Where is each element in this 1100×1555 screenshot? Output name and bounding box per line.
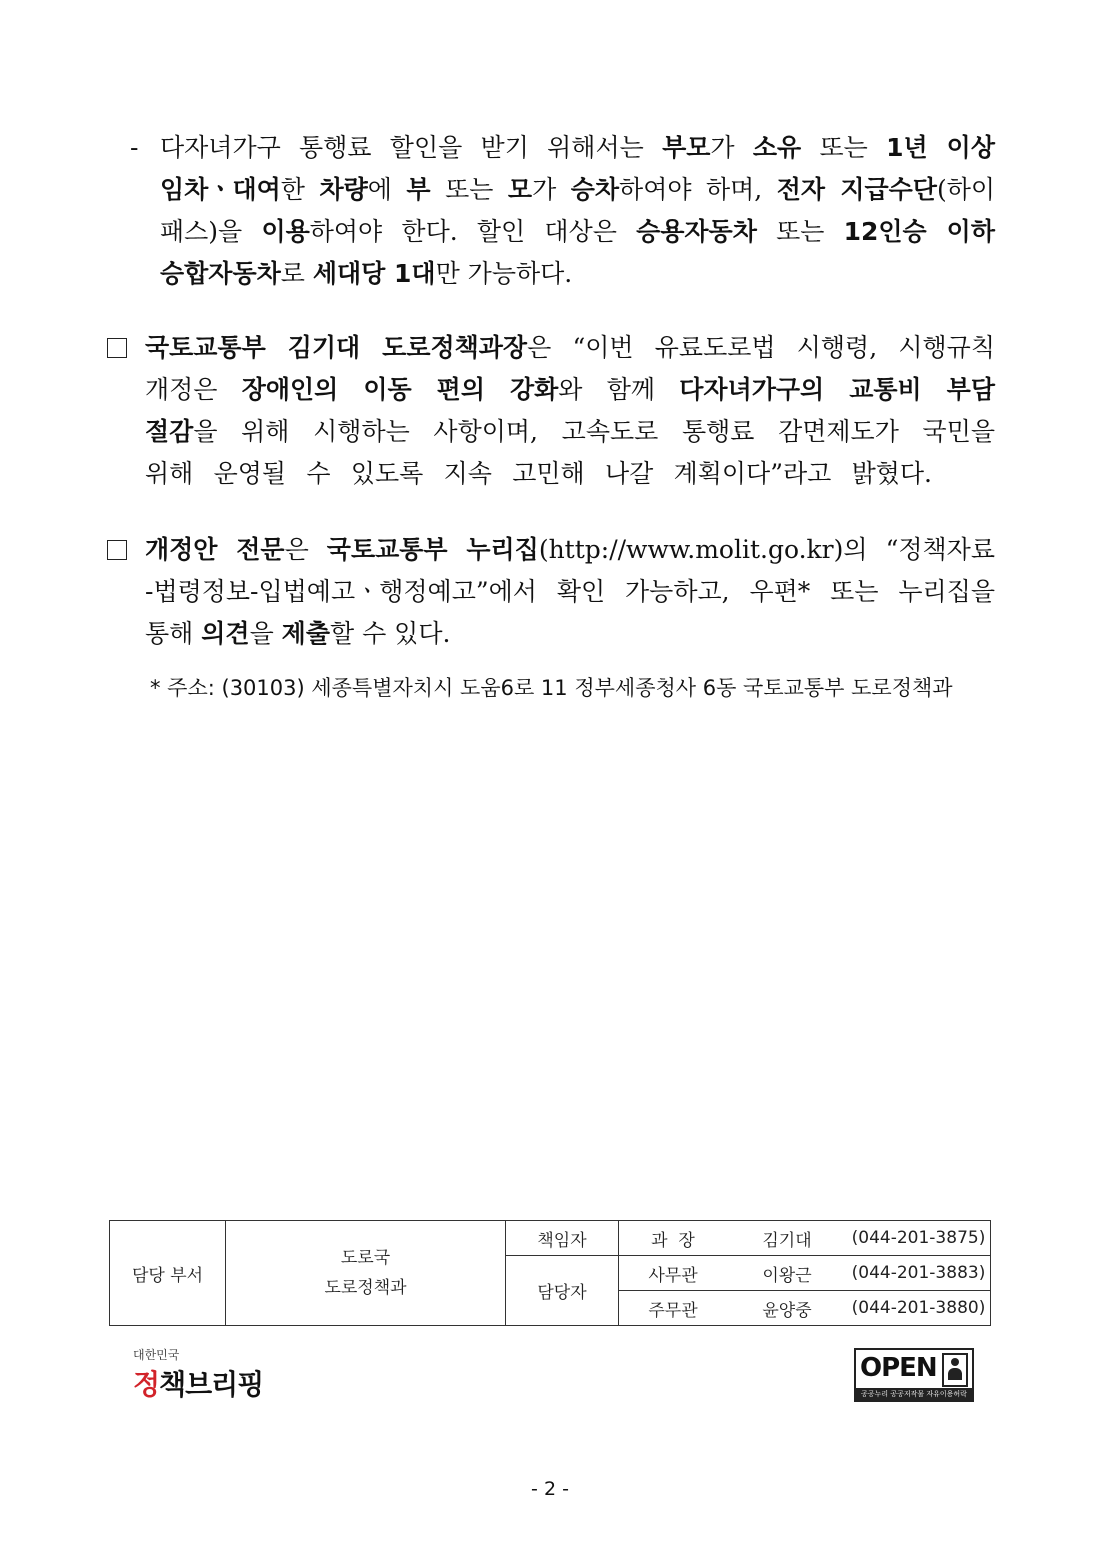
logo-wordmark-rest: 책브리핑 bbox=[159, 1368, 264, 1401]
person-name: 이왕근 bbox=[762, 1265, 812, 1286]
emphasized-text: 전자 지급수단 bbox=[776, 175, 937, 204]
role-charge: 담당자 bbox=[506, 1256, 619, 1326]
para1-line-4: 승합자동차로 세대당 1대만 가능하다. bbox=[160, 259, 573, 288]
emphasized-text: 12인승 이하 bbox=[843, 217, 995, 246]
dash-marker: - bbox=[130, 133, 139, 162]
para1-line-1: 다자녀가구 통행료 할인을 받기 위해서는 부모가 소유 또는 1년 이상 bbox=[160, 133, 995, 162]
emphasized-text: 승합자동차 bbox=[160, 259, 281, 288]
emphasized-text: 제출 bbox=[281, 619, 330, 648]
contact-person-rows bbox=[619, 1256, 991, 1326]
policy-briefing-logo bbox=[133, 1346, 263, 1403]
checkbox-square-icon bbox=[107, 540, 127, 560]
emphasized-text: 부 bbox=[406, 175, 431, 204]
para3-line-2: -법령정보-입법예고ㆍ행정예고”에서 확인 가능하고, 우편* 또는 누리집을 bbox=[145, 577, 995, 606]
dept-bureau: 도로국 bbox=[340, 1248, 391, 1268]
emphasized-text: 다자녀가구의 교통비 부담 bbox=[679, 375, 995, 404]
dept-label: 담당 부서 bbox=[110, 1221, 226, 1326]
person-position: 주무관 bbox=[648, 1300, 698, 1321]
emphasized-text: 장애인의 이동 편의 강화 bbox=[241, 375, 559, 404]
logo-wordmark-red: 정 bbox=[133, 1368, 160, 1401]
checkbox-square-icon bbox=[107, 338, 127, 358]
logo-country-label: 대한민국 bbox=[133, 1348, 180, 1362]
para1-line-2: 임차ㆍ대여한 차량에 부 또는 모가 승차하여야 하며, 전자 지급수단(하이 bbox=[160, 175, 995, 204]
para2-line-3: 절감을 위해 시행하는 사항이며, 고속도로 통행료 감면제도가 국민을 bbox=[145, 417, 995, 446]
person-name: 윤양중 bbox=[762, 1300, 812, 1321]
person-name: 김기대 bbox=[762, 1230, 812, 1251]
emphasized-text: 이용 bbox=[261, 217, 310, 246]
open-label: OPEN bbox=[860, 1353, 937, 1383]
kogl-open-logo bbox=[854, 1348, 974, 1402]
kogl-label: 공공누리 공공저작물 자유이용허락 bbox=[856, 1388, 972, 1400]
page-number: - 2 - bbox=[531, 1478, 569, 1500]
para2-line-2: 개정은 장애인의 이동 편의 강화와 함께 다자녀가구의 교통비 부담 bbox=[145, 375, 995, 404]
emphasized-text: 절감 bbox=[145, 417, 194, 446]
logo-wordmark bbox=[133, 1363, 263, 1403]
footnote-address: * 주소: (30103) 세종특별자치시 도움6로 11 정부세종청사 6동 국토교통부 도로정책과 bbox=[150, 676, 953, 700]
para3-line-3: 통해 의견을 제출할 수 있다. bbox=[145, 619, 451, 648]
person-position: 사무관 bbox=[648, 1265, 698, 1286]
emphasized-text: 승차 bbox=[570, 175, 620, 204]
emphasized-text: 1년 이상 bbox=[886, 133, 995, 162]
para3-line-1: 개정안 전문은 국토교통부 누리집(http://www.molit.go.kr)의 “정책자료 bbox=[145, 535, 995, 564]
role-responsible: 책임자 bbox=[506, 1221, 619, 1256]
emphasized-text: 개정안 전문 bbox=[145, 535, 285, 564]
emphasized-text: 의견 bbox=[201, 619, 250, 648]
para1-line-3: 패스)을 이용하여야 한다. 할인 대상은 승용자동차 또는 12인승 이하 bbox=[160, 217, 995, 246]
person-phone: (044-201-3883) bbox=[851, 1263, 986, 1283]
person-position: 과 장 bbox=[651, 1230, 695, 1251]
emphasized-text: 임차ㆍ대여 bbox=[160, 175, 281, 204]
emphasized-text: 세대당 1대 bbox=[312, 259, 436, 288]
para2-line-1: 국토교통부 김기대 도로정책과장은 “이번 유료도로법 시행령, 시행규칙 bbox=[145, 333, 995, 362]
emphasized-text: 소유 bbox=[752, 133, 802, 162]
person-phone: (044-201-3875) bbox=[851, 1228, 986, 1248]
emphasized-text: 국토교통부 김기대 도로정책과장 bbox=[145, 333, 528, 362]
person-phone: (044-201-3880) bbox=[851, 1298, 986, 1318]
contact-table bbox=[109, 1220, 991, 1326]
emphasized-text: 차량 bbox=[319, 175, 368, 204]
emphasized-text: 모 bbox=[507, 175, 533, 204]
dept-name bbox=[226, 1221, 506, 1326]
emphasized-text: 국토교통부 누리집 bbox=[326, 535, 539, 564]
person-icon bbox=[942, 1353, 968, 1387]
emphasized-text: 승용자동차 bbox=[636, 217, 757, 246]
emphasized-text: 부모 bbox=[662, 133, 711, 162]
contact-person-row bbox=[619, 1221, 991, 1256]
dept-division: 도로정책과 bbox=[324, 1278, 407, 1298]
para2-line-4: 위해 운영될 수 있도록 지속 고민해 나갈 계획이다”라고 밝혔다. bbox=[145, 459, 932, 488]
